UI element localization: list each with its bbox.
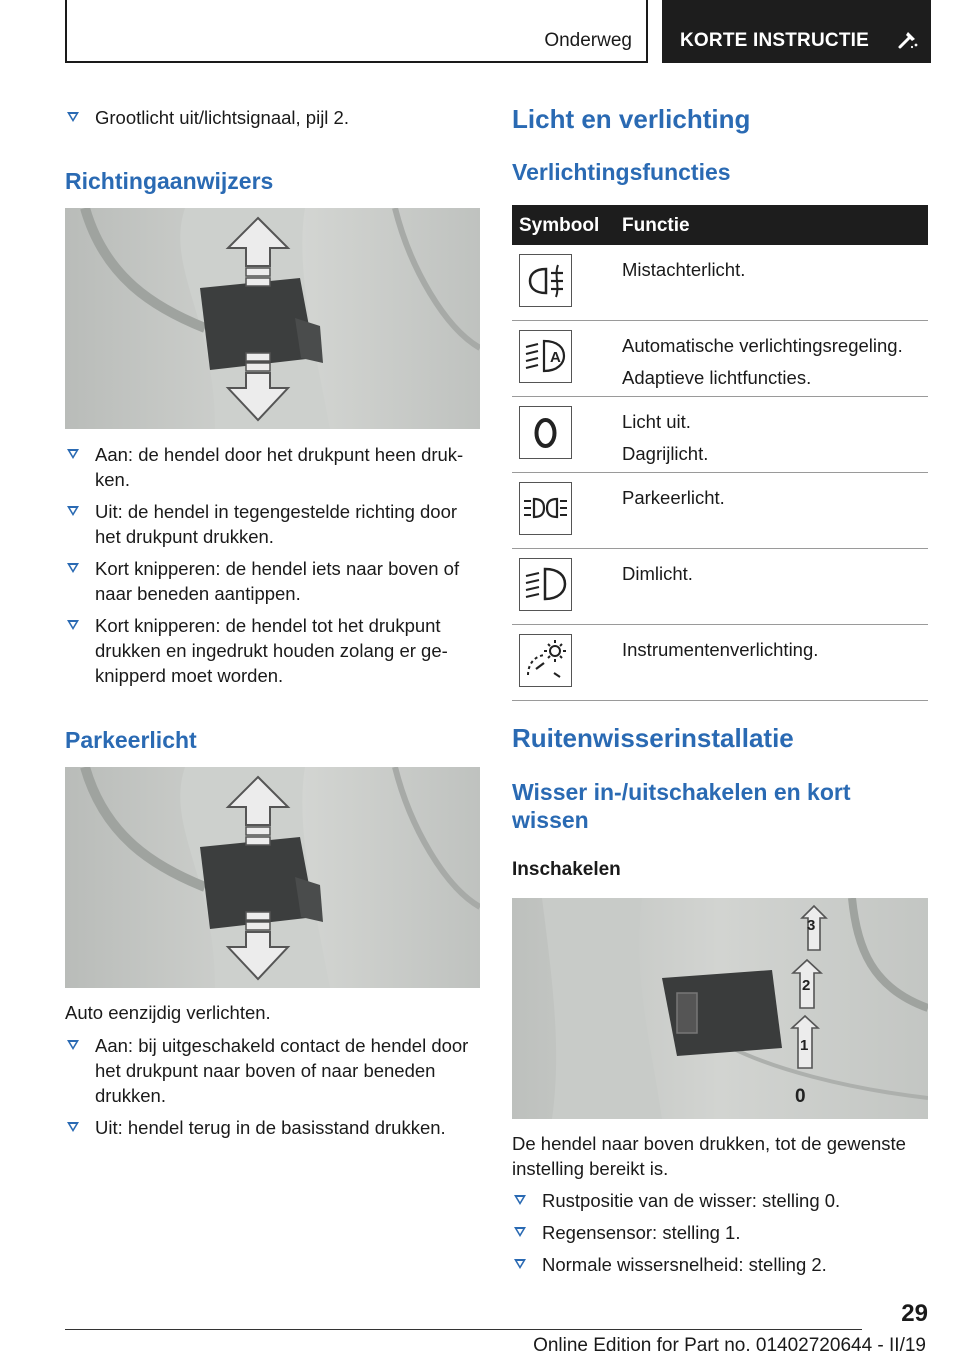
parkeer-intro: Auto eenzijdig verlichten.	[65, 1002, 271, 1023]
list-item: Aan: bij uitgeschakeld contact de hendel door het drukpunt naar boven of naar beneden drukken.	[65, 1033, 480, 1108]
parking-light-icon	[520, 483, 571, 534]
wiper-position-2-label: 2	[802, 977, 811, 994]
low-beam-icon	[520, 559, 571, 610]
footer-divider	[65, 1329, 862, 1330]
triangle-bullet-icon	[514, 1195, 526, 1205]
triangle-bullet-icon	[67, 112, 79, 122]
list-item: Uit: de hendel in tegengestelde richting door het drukpunt drukken.	[65, 499, 480, 549]
wiper-position-0-label: 0	[795, 1086, 806, 1107]
header-chapter-title: KORTE INSTRUCTIE	[680, 30, 869, 51]
wisser-subheading: Wisser in-/uitschakelen en kort wissen	[512, 779, 851, 833]
triangle-bullet-icon	[67, 563, 79, 573]
triangle-bullet-icon	[67, 1040, 79, 1050]
top-bullet-list	[65, 105, 480, 130]
header-section-box	[65, 0, 648, 63]
triangle-bullet-icon	[67, 449, 79, 459]
list-item: Kort knipperen: de hendel tot het drukpunt drukken en ingedrukt houden zolang er ge-knipperd moet worden.	[65, 613, 480, 688]
ruitenwisser-heading: Ruitenwisserinstallatie	[512, 723, 794, 753]
triangle-bullet-icon	[67, 506, 79, 516]
parkeer-bullet-list	[65, 1033, 480, 1140]
header-section-title: Onderweg	[544, 30, 632, 51]
triangle-bullet-icon	[67, 1122, 79, 1132]
parkeerlicht-heading: Parkeerlicht	[65, 727, 197, 753]
footer-edition: Online Edition for Part no. 01402720644 - II/19	[533, 1335, 926, 1356]
list-item: Normale wissersnelheid: stelling 2.	[512, 1252, 928, 1277]
light-off-icon	[520, 407, 571, 458]
column-header-function: Functie	[622, 215, 690, 236]
table-row	[512, 549, 928, 625]
table-row	[512, 473, 928, 549]
list-item: Kort knipperen: de hendel iets naar boven of naar beneden aantippen.	[65, 556, 480, 606]
function-text: Instrumentenverlichting.	[622, 639, 819, 660]
table-header	[512, 205, 928, 245]
wisser-intro: De hendel naar boven drukken, tot de gewenste instelling bereikt is.	[512, 1133, 906, 1179]
function-text: Automatische verlichtingsregeling. Adaptieve lichtfuncties.	[622, 335, 903, 388]
wiper-lever-photo	[512, 898, 928, 1119]
richtingaanwijzers-heading: Richtingaanwijzers	[65, 168, 274, 194]
parking-light-lever-photo	[65, 767, 480, 988]
page-number: 29	[901, 1300, 928, 1327]
column-header-symbol: Symbool	[519, 215, 600, 236]
wisser-bullet-list	[512, 1188, 928, 1277]
table-row	[512, 397, 928, 473]
triangle-bullet-icon	[514, 1259, 526, 1269]
inschakelen-heading: Inschakelen	[512, 859, 621, 880]
list-item: Aan: de hendel door het drukpunt heen druk-ken.	[65, 442, 480, 492]
turn-signal-lever-photo	[65, 208, 480, 429]
triangle-bullet-icon	[514, 1227, 526, 1237]
table-row	[512, 321, 928, 397]
triangle-bullet-icon	[67, 620, 79, 630]
wiper-position-3-label: 3	[807, 917, 816, 934]
list-item: Uit: hendel terug in de basisstand drukken.	[65, 1115, 480, 1140]
header-chapter-tab	[662, 0, 931, 63]
function-text: Licht uit. Dagrijlicht.	[622, 411, 709, 464]
licht-heading: Licht en verlichting	[512, 104, 751, 134]
table-row	[512, 625, 928, 701]
table-row	[512, 245, 928, 321]
wrench-icon	[897, 28, 919, 50]
list-item: Grootlicht uit/lichtsignaal, pijl 2.	[65, 105, 480, 130]
function-text: Dimlicht.	[622, 563, 693, 584]
list-item: Regensensor: stelling 1.	[512, 1220, 928, 1245]
svg-text:A: A	[550, 349, 561, 366]
wiper-position-1-label: 1	[800, 1037, 809, 1054]
function-text: Mistachterlicht.	[622, 259, 746, 280]
auto-light-icon	[520, 331, 571, 382]
verlichtingsfuncties-heading: Verlichtingsfuncties	[512, 159, 731, 185]
richting-bullet-list	[65, 442, 480, 688]
list-item: Rustpositie van de wisser: stelling 0.	[512, 1188, 928, 1213]
instrument-light-icon	[520, 635, 571, 686]
fog-light-icon	[520, 255, 571, 306]
function-text: Parkeerlicht.	[622, 487, 725, 508]
